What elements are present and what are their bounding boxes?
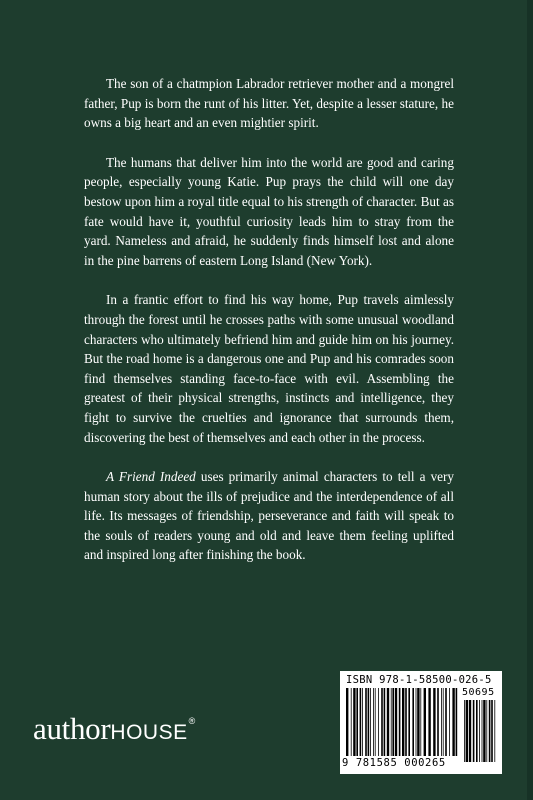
blurb-paragraph-4-body: uses primarily animal characters to tell a very human story about the ills of prejudice and the interdependence of all life. Its messages of friendship, perseverance and faith will speak to the souls of readers young and old and leave them feeling uplifted and inspired long after finishing the book. [84, 469, 455, 563]
barcode-bar [395, 688, 397, 756]
book-title: A Friend Indeed [106, 469, 196, 485]
barcode-bar [370, 688, 371, 756]
barcode-main-bars [346, 688, 458, 756]
blurb-paragraph-3: In a frantic effort to find his way home, Pup travels aimlessly through the forest until he crosses paths with some unusual woodland characters who ultimately befriend him and guide him on his journey. But the road home is a dangerous one and Pup and his comrades soon find themselves standing face-to-face with evil. Assembling the greatest of their physical strengths, instincts and intelligence, they fight to survive the cruelties and ignorance that surrounds them, discovering the best of themselves and each other in the process. [84, 292, 454, 445]
barcode-bar [473, 700, 475, 762]
isbn-barcode [340, 671, 502, 774]
barcode-bar [365, 688, 367, 756]
barcode-bar [443, 688, 444, 756]
barcode-bar [466, 700, 468, 762]
barcode-bar [476, 700, 478, 762]
barcode-bar [373, 688, 374, 756]
barcode-bar [387, 688, 389, 756]
barcode-bar [402, 688, 404, 756]
blurb-paragraph-2: The humans that deliver him into the world are good and caring people, especially young Katie. Pup prays the child will one day bestow upon him a royal title equal to his strength of character. But as fate would have it, youthful curiosity leads him to stray from the yard. Nameless and afraid, he suddenly finds himself lost and alone in the pine barrens of eastern Long Island (New York). [84, 154, 454, 268]
barcode-bar [368, 688, 370, 756]
barcode-bar [353, 688, 355, 756]
barcode-bar [346, 688, 348, 756]
barcode-bar [469, 700, 471, 762]
barcode-bar [384, 688, 386, 756]
barcode-bar [428, 688, 430, 756]
blurb-paragraph-4 [84, 467, 454, 565]
barcode-bar [494, 700, 495, 762]
barcode-bar [456, 688, 458, 756]
barcode-bar [424, 688, 426, 756]
publisher-logo-house: HOUSE [110, 721, 188, 744]
barcode-addon-digits: 50695 [462, 687, 495, 698]
barcode-bar [417, 688, 419, 756]
spine-edge [527, 0, 533, 800]
barcode-bar [378, 688, 379, 756]
barcode-bar [356, 688, 358, 756]
barcode-bar [416, 688, 417, 756]
barcode-digits: 9 781585 000265 [342, 757, 446, 769]
barcode-bar [441, 688, 442, 756]
barcode-bar [405, 688, 407, 756]
publisher-logo [33, 711, 195, 747]
barcode-bar [479, 700, 480, 762]
barcode-bar [464, 700, 465, 762]
barcode-bar [408, 688, 410, 756]
barcode-bar [399, 688, 401, 756]
barcode-bar [445, 688, 447, 756]
barcode-bar [420, 688, 421, 756]
barcode-addon-bars [464, 700, 497, 762]
barcode-bar [381, 688, 383, 756]
publisher-logo-author: author [33, 711, 111, 746]
barcode-bar [489, 700, 491, 762]
barcode-bar [433, 688, 435, 756]
barcode-bar [452, 688, 454, 756]
barcode-bar [437, 688, 439, 756]
isbn-number: ISBN 978-1-58500-026-5 [346, 674, 492, 686]
barcode-bar [351, 688, 352, 756]
barcode-bar [483, 700, 485, 762]
barcode-bar [391, 688, 392, 756]
barcode-bar [482, 700, 483, 762]
barcode-bar [449, 688, 450, 756]
barcode-bar [486, 700, 487, 762]
barcode-bar [360, 688, 362, 756]
barcode-bar [412, 688, 414, 756]
barcode-bar [362, 688, 363, 756]
barcode-bar [491, 700, 493, 762]
registered-mark: ® [188, 716, 196, 726]
blurb-text [84, 74, 454, 565]
blurb-paragraph-1: The son of a chatmpion Labrador retriever mother and a mongrel father, Pup is born the runt of his litter. Yet, despite a lesser stature, he owns a big heart and an even mightier spirit. [84, 76, 454, 131]
barcode-bar [375, 688, 376, 756]
barcode-bar [392, 688, 394, 756]
